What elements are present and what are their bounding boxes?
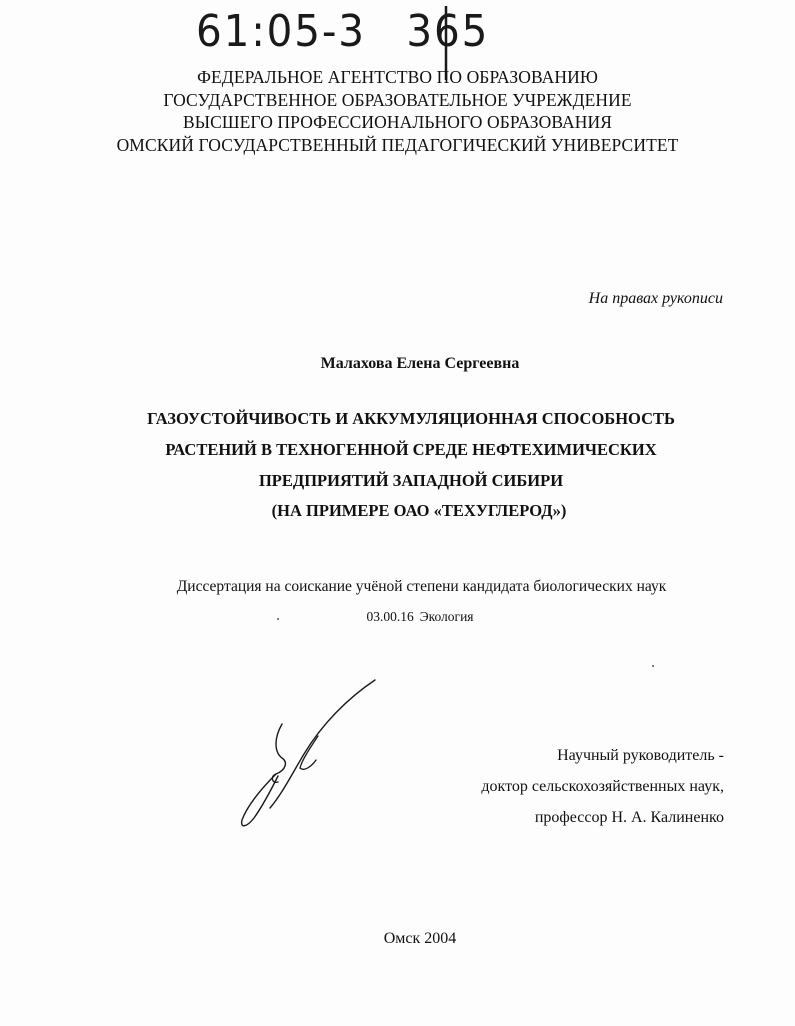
- city-year: Омск 2004: [383, 930, 457, 947]
- specialty: [0, 609, 795, 625]
- title-line: ПРЕДПРИЯТИЙ ЗАПАДНОЙ СИБИРИ: [258, 471, 564, 490]
- handwritten-signature: [230, 676, 380, 836]
- header-line-education-level: ВЫСШЕГО ПРОФЕССИОНАЛЬНОГО ОБРАЗОВАНИЯ: [182, 112, 613, 132]
- specialty-name: Экология: [419, 609, 474, 624]
- author-name: Малахова Елена Сергеевна: [320, 355, 520, 372]
- supervisor-degree: доктор сельскохозяйственных наук,: [481, 778, 724, 795]
- dissertation-subtitle: (НА ПРИМЕРЕ ОАО «ТЕХУГЛЕРОД»): [271, 501, 567, 520]
- header-line-institution-type: ГОСУДАРСТВЕННОЕ ОБРАЗОВАТЕЛЬНОЕ УЧРЕЖДЕНИЕ: [163, 89, 632, 110]
- handwritten-archive-code: [196, 6, 576, 68]
- header-line-university: ОМСКИЙ ГОСУДАРСТВЕННЫЙ ПЕДАГОГИЧЕСКИЙ УНИВЕРСИТЕТ: [116, 134, 679, 155]
- title-line: ГАЗОУСТОЙЧИВОСТЬ И АККУМУЛЯЦИОННАЯ СПОСОБНОСТЬ: [147, 409, 675, 428]
- dissertation-title: [0, 403, 795, 496]
- archive-code: 61:05-3: [196, 6, 366, 57]
- scan-speck: [652, 665, 654, 667]
- institution-header: [0, 66, 795, 156]
- degree-statement: Диссертация на соискание учёной степени кандидата биологических наук: [176, 578, 667, 595]
- scientific-supervisor: [481, 740, 724, 833]
- header-line-agency: ФЕДЕРАЛЬНОЕ АГЕНТСТВО ПО ОБРАЗОВАНИЮ: [197, 67, 598, 87]
- manuscript-note: На правах рукописи: [588, 290, 723, 307]
- title-line: РАСТЕНИЙ В ТЕХНОГЕННОЙ СРЕДЕ НЕФТЕХИМИЧЕСКИХ: [165, 440, 657, 459]
- supervisor-role: Научный руководитель -: [557, 747, 724, 764]
- scan-speck: [277, 618, 279, 620]
- supervisor-name: профессор Н. А. Калиненко: [534, 809, 724, 826]
- archive-number: 365: [406, 6, 490, 57]
- specialty-code: 03.00.16: [366, 609, 414, 624]
